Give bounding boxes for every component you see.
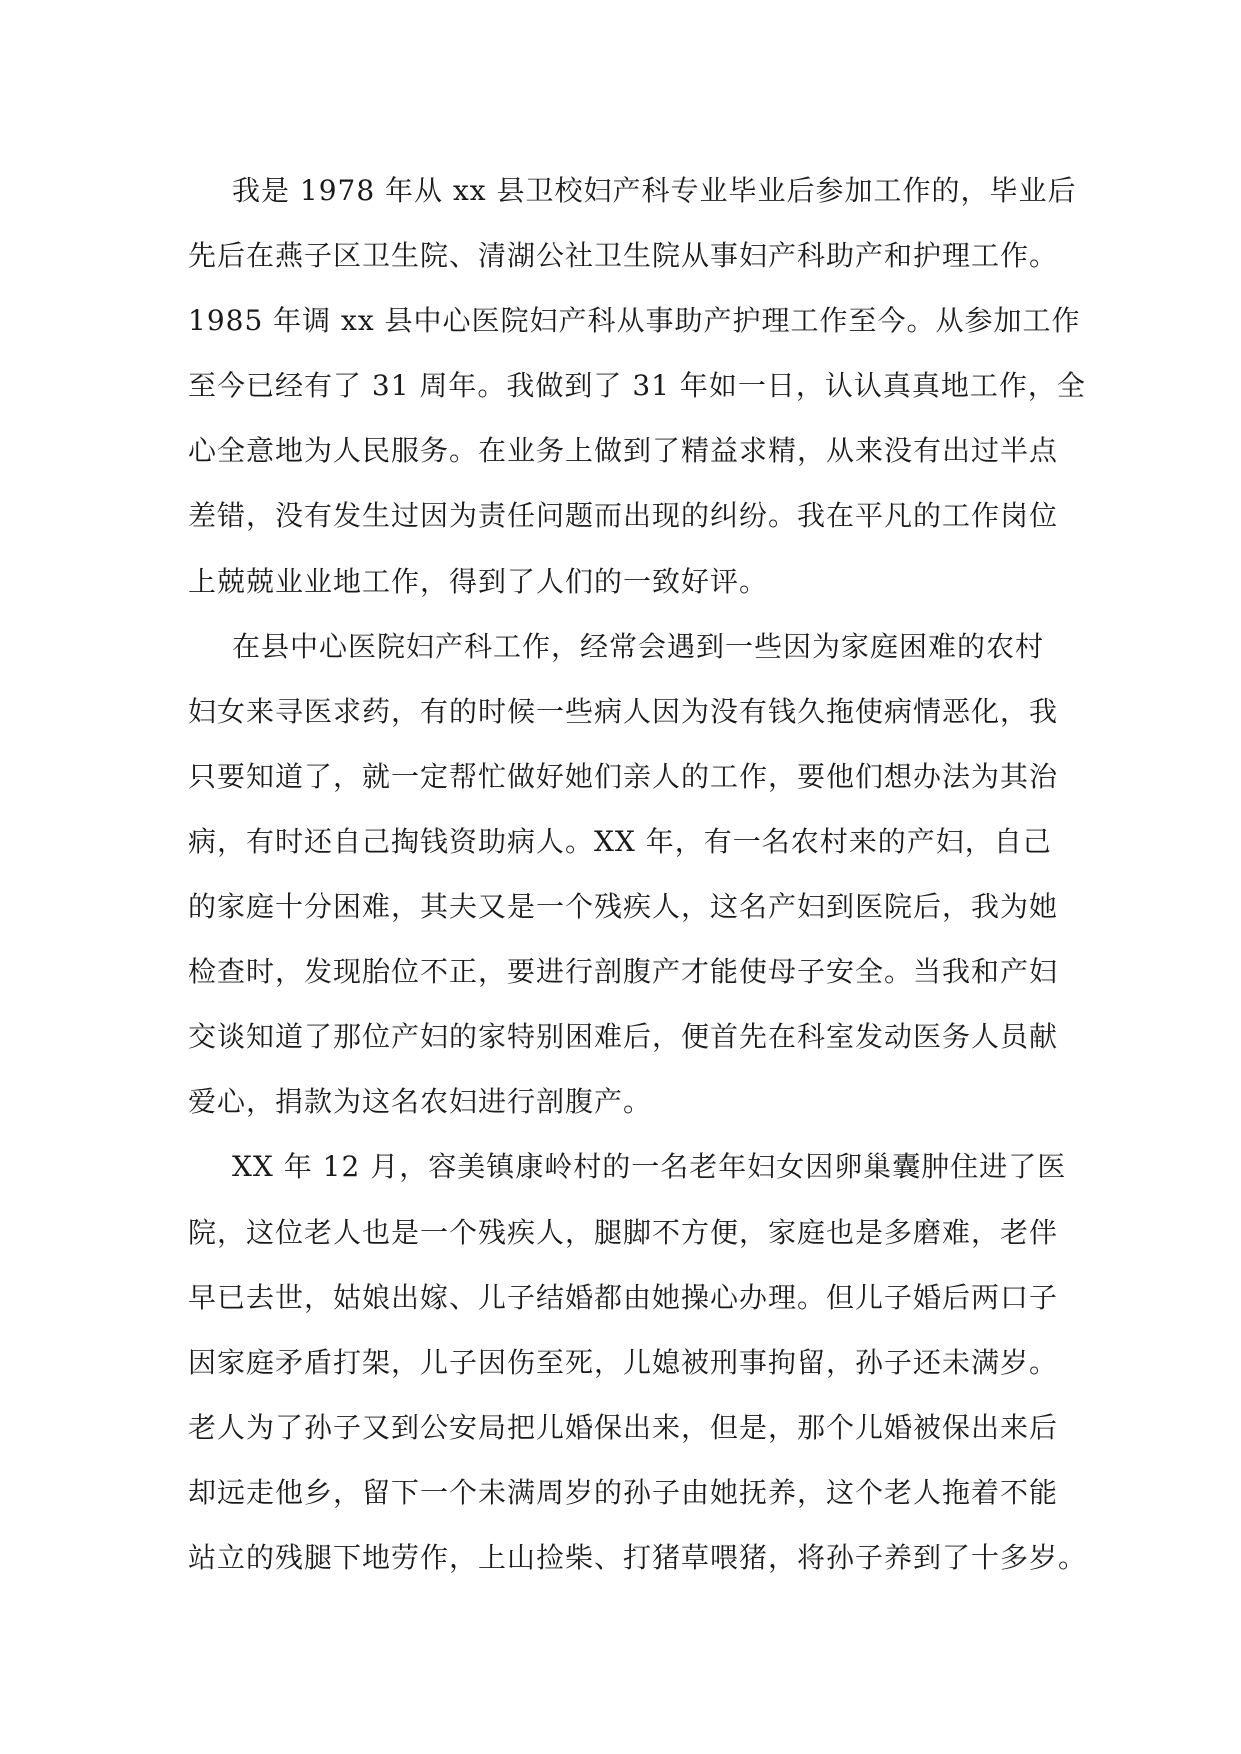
paragraph-line: XX 年 12 月，容美镇康岭村的一名老年妇女因卵巢囊肿住进了医 — [232, 1150, 1067, 1184]
paragraph-line: 心全意地为人民服务。在业务上做到了精益求精，从来没有出过半点 — [188, 434, 1059, 468]
paragraph-line: 站立的残腿下地劳作，上山捡柴、打猪草喂猪，将孙子养到了十多岁。 — [188, 1540, 1088, 1574]
paragraph-career — [188, 158, 1086, 614]
paragraph-line: 差错，没有发生过因为责任问题而出现的纠纷。我在平凡的工作岗位 — [188, 499, 1059, 533]
paragraph-line: 老人为了孙子又到公安局把儿婚保出来，但是，那个儿婚被保出来后 — [188, 1410, 1059, 1444]
paragraph-line: 却远走他乡，留下一个未满周岁的孙子由她抚养，这个老人拖着不能 — [188, 1475, 1059, 1509]
document-body — [188, 158, 1088, 1590]
paragraph-line: 至今已经有了 31 周年。我做到了 31 年如一日，认认真真地工作，全 — [188, 369, 1086, 403]
paragraph-line: 在县中心医院妇产科工作，经常会遇到一些因为家庭困难的农村 — [232, 629, 1045, 663]
paragraph-line: 早已去世，姑娘出嫁、儿子结婚都由她操心办理。但儿子婚后两口子 — [188, 1280, 1059, 1314]
paragraph-line: 因家庭矛盾打架，儿子因伤至死，儿媳被刑事拘留，孙子还未满岁。 — [188, 1345, 1059, 1379]
paragraph-line: 爱心，捐款为这名农妇进行剖腹产。 — [188, 1085, 653, 1119]
paragraph-line: 只要知道了，就一定帮忙做好她们亲人的工作，要他们想办法为其治 — [188, 759, 1059, 793]
paragraph-elderly-patient — [188, 1134, 1088, 1590]
paragraph-line: 我是 1978 年从 xx 县卫校妇产科专业毕业后参加工作的，毕业后 — [232, 174, 1077, 207]
paragraph-line: 交谈知道了那位产妇的家特别困难后，便首先在科室发动医务人员献 — [188, 1020, 1059, 1054]
paragraph-helping-patients — [188, 614, 1058, 1135]
paragraph-line: 先后在燕子区卫生院、清湖公社卫生院从事妇产科助产和护理工作。 — [188, 239, 1059, 273]
paragraph-line: 检查时，发现胎位不正，要进行剖腹产才能使母子安全。当我和产妇 — [188, 955, 1059, 989]
paragraph-line: 病，有时还自己掏钱资助病人。XX 年，有一名农村来的产妇，自己 — [188, 824, 1052, 858]
paragraph-line: 上兢兢业业地工作，得到了人们的一致好评。 — [188, 564, 769, 598]
paragraph-line: 院，这位老人也是一个残疾人，腿脚不方便，家庭也是多磨难，老伴 — [188, 1215, 1059, 1249]
paragraph-line: 1985 年调 xx 县中心医院妇产科从事助产护理工作至今。从参加工作 — [188, 304, 1081, 338]
paragraph-line: 的家庭十分困难，其夫又是一个残疾人，这名产妇到医院后，我为她 — [188, 890, 1059, 924]
paragraph-line: 妇女来寻医求药，有的时候一些病人因为没有钱久拖使病情恶化，我 — [188, 694, 1059, 728]
